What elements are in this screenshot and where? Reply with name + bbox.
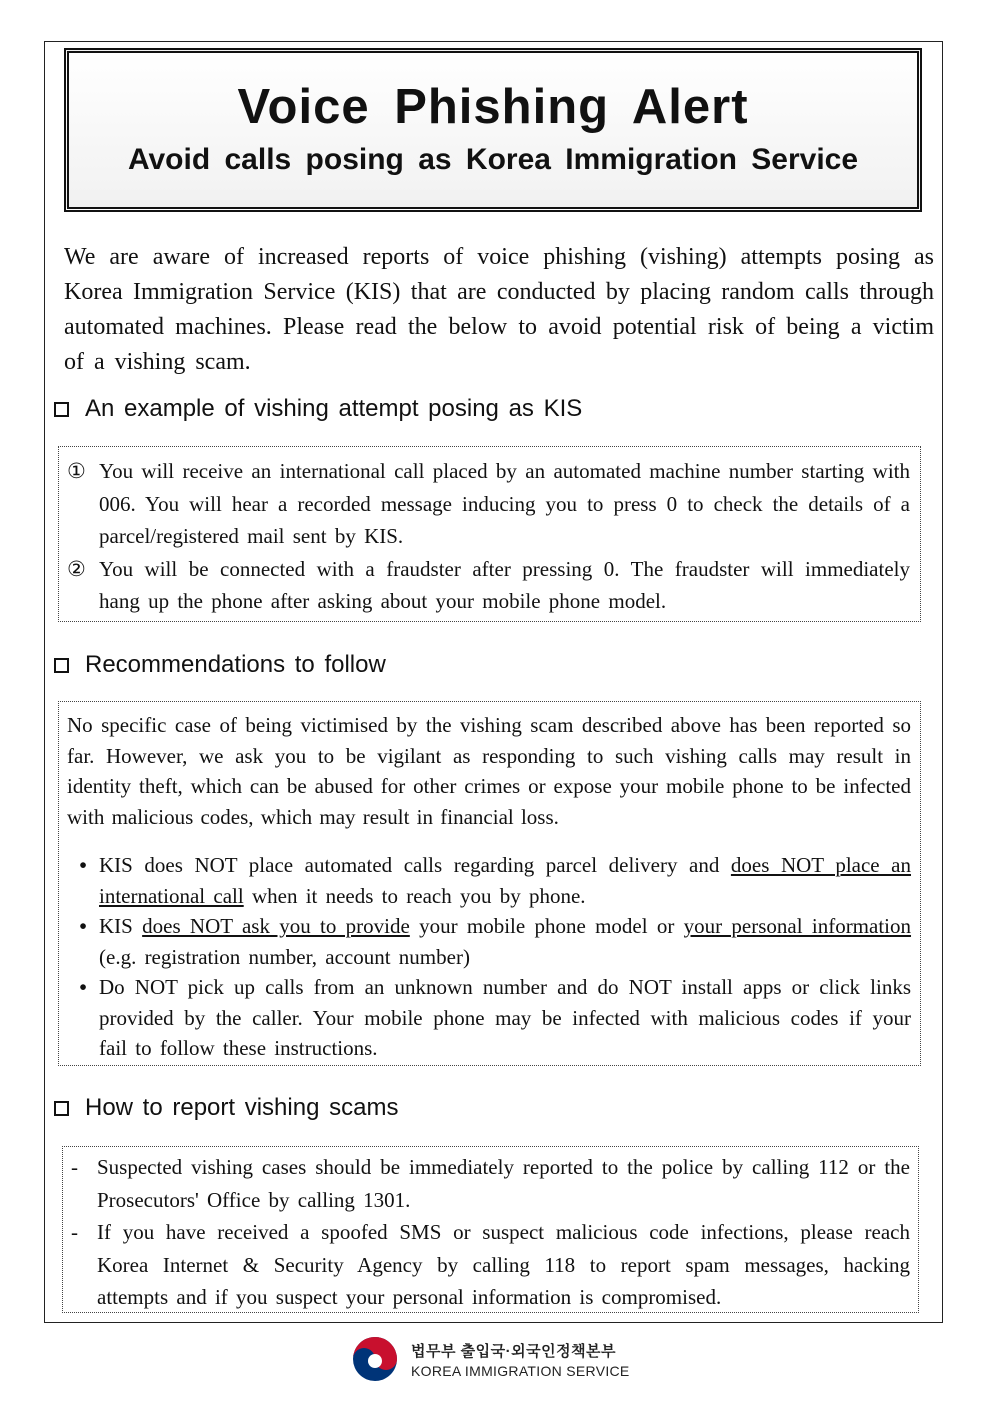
section-heading-text: How to report vishing scams bbox=[85, 1094, 399, 1121]
list-item bbox=[67, 553, 910, 618]
underlined-text: does NOT place an international call bbox=[99, 853, 911, 908]
list-item bbox=[71, 1216, 910, 1314]
page-title: Voice Phishing Alert bbox=[237, 80, 749, 134]
footer-english-name: KOREA IMMIGRATION SERVICE bbox=[411, 1362, 630, 1379]
bullet-text: your mobile phone model or bbox=[409, 914, 684, 938]
underlined-text: your personal information bbox=[683, 914, 912, 938]
bullet-icon: • bbox=[79, 914, 87, 938]
recommendations-box bbox=[58, 701, 921, 1066]
bullet-text: (e.g. registration number, account number) bbox=[99, 944, 470, 969]
page-subtitle: Avoid calls posing as Korea Immigration Service bbox=[127, 143, 859, 176]
example-box bbox=[58, 446, 921, 622]
bullet-icon: • bbox=[79, 853, 87, 877]
underlined-text: does NOT ask you to provide bbox=[142, 914, 410, 938]
checkbox-square-icon bbox=[54, 402, 69, 417]
bullet-text: Do NOT pick up calls from an unknown number and do NOT install apps or click links provided by the caller. Your mobile phone may be infected with malicious codes if your fail to follow these instructions. bbox=[99, 975, 911, 1060]
section-heading-recommendations bbox=[54, 651, 386, 679]
list-item-text: Suspected vishing cases should be immediately reported to the police by calling 112 or the Prosecutors' Office by calling 1301. bbox=[97, 1155, 910, 1212]
report-box bbox=[62, 1146, 919, 1313]
list-item bbox=[67, 972, 911, 1064]
bullet-text: when it needs to reach you by phone. bbox=[243, 883, 586, 908]
list-item bbox=[67, 455, 910, 553]
footer-logo-block bbox=[351, 1335, 630, 1383]
section-heading-example bbox=[54, 395, 582, 423]
section-heading-text: Recommendations to follow bbox=[85, 651, 386, 678]
footer-korean-name: 법무부 출입국·외국인정책본부 bbox=[411, 1342, 617, 1360]
list-item-text: You will receive an international call placed by an automated machine number starting with 006. You will hear a recorded message inducing you to press 0 to check the details of a parcel/registered mail sent by KIS. bbox=[99, 459, 910, 548]
circled-number-2: ② bbox=[67, 556, 86, 581]
section-heading-report bbox=[54, 1094, 398, 1122]
dash-marker: - bbox=[71, 1155, 78, 1179]
section-heading-text: An example of vishing attempt posing as KIS bbox=[85, 395, 583, 422]
bullet-text: KIS bbox=[99, 914, 143, 938]
intro-paragraph: We are aware of increased reports of voice phishing (vishing) attempts posing as Korea Immigration Service (KIS) that are conducted by placing random calls through automated machines. Please read the below to avoid potential risk of being a victim of a vishing scam. bbox=[64, 244, 934, 375]
list-item bbox=[67, 911, 911, 972]
checkbox-square-icon bbox=[54, 1101, 69, 1116]
page-frame bbox=[44, 41, 943, 1323]
recommendations-paragraph: No specific case of being victimised by the vishing scam described above has been reported so far. However, we ask you to be vigilant as responding to such vishing calls may result in identity theft, which can be abused for other crimes or expose your mobile phone to be infected with malicious codes, which may result in financial loss. bbox=[67, 713, 911, 829]
bullet-icon: • bbox=[79, 975, 87, 999]
list-item bbox=[67, 850, 911, 911]
list-item bbox=[71, 1151, 910, 1216]
list-item-text: You will be connected with a fraudster after pressing 0. The fraudster will immediately hang up the phone after asking about your mobile phone model. bbox=[99, 556, 910, 613]
title-banner bbox=[64, 48, 922, 212]
taegeuk-emblem-icon bbox=[351, 1335, 399, 1383]
circled-number-1: ① bbox=[67, 459, 86, 483]
checkbox-square-icon bbox=[54, 658, 69, 673]
bullet-text: KIS does NOT place automated calls regarding parcel delivery and bbox=[99, 853, 731, 877]
recommendations-list bbox=[67, 850, 911, 1064]
dash-marker: - bbox=[71, 1220, 78, 1244]
list-item-text: If you have received a spoofed SMS or suspect malicious code infections, please reach Korea Internet & Security Agency by calling 118 to report spam messages, hacking attempts and if you suspect your personal information is compromised. bbox=[97, 1220, 910, 1309]
